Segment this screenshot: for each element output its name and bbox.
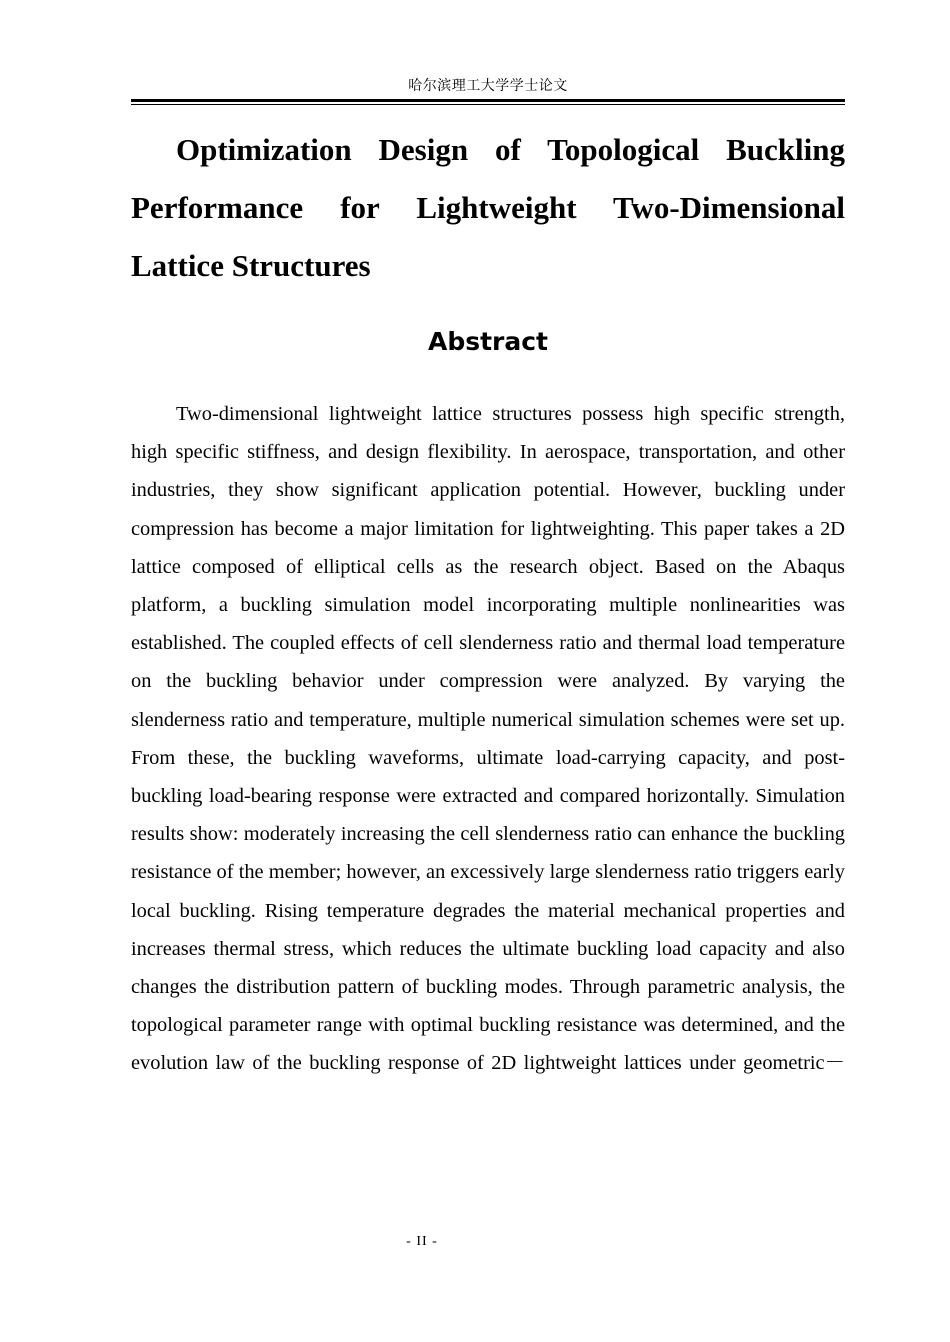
header-rule-thick: [131, 99, 845, 102]
document-title: Optimization Design of Topological Buckling Performance for Lightweight Two-Dimensional Lattice Structures: [131, 132, 845, 283]
header-rule-thin: [131, 104, 845, 105]
page-footer: [131, 1232, 845, 1252]
abstract-body: Two-dimensional lightweight lattice structures possess high specific strength, high specific stiffness, and design flexibility. In aerospace, transportation, and other industries, they show significant application potential. However, buckling under compression has become a major limitation for lightweighting. This paper takes a 2D lattice composed of elliptical cells as the research object. Based on the Abaqus platform, a buckling simulation model incorporating multiple nonlinearities was established. The coupled effects of cell slenderness ratio and thermal load temperature on the buckling behavior under compression were analyzed. By varying the slenderness ratio and temperature, multiple numerical simulation schemes were set up. From these, the buckling waveforms, ultimate load-carrying capacity, and post-buckling load-bearing response were extracted and compared horizontally. Simulation results show: moderately increasing the cell slenderness ratio can enhance the buckling resistance of the member; however, an excessively large slenderness ratio triggers early local buckling. Rising temperature degrades the material mechanical properties and increases thermal stress, which reduces the ultimate buckling load capacity and also changes the distribution pattern of buckling modes. Through parametric analysis, the topological parameter range with optimal buckling resistance was determined, and the evolution law of the buckling response of 2D lightweight lattices under geometric－: [131, 403, 845, 1075]
running-header: 哈尔滨理工大学学士论文: [408, 78, 568, 94]
abstract-heading: Abstract: [427, 327, 549, 356]
page-number: - II -: [406, 1234, 438, 1249]
